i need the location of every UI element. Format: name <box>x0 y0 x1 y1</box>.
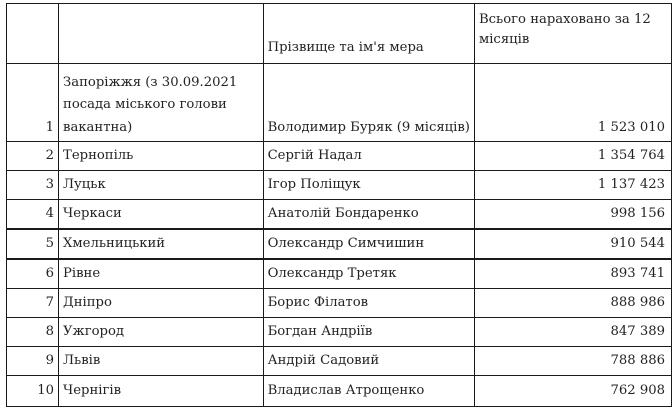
total-cell[interactable]: 910 544 <box>474 229 671 259</box>
row-number-cell[interactable]: 7 <box>7 289 59 318</box>
city-cell[interactable]: Запоріжжя (з 30.09.2021 посада міського голови вакантна) <box>59 64 264 142</box>
row-number-cell[interactable]: 3 <box>7 171 59 200</box>
header-mayor-cell[interactable]: Прізвище та ім'я мера <box>263 4 474 64</box>
table-row <box>7 200 672 230</box>
total-cell[interactable]: 1 354 764 <box>474 142 671 171</box>
city-cell[interactable]: Рівне <box>59 259 264 289</box>
row-number-cell[interactable]: 2 <box>7 142 59 171</box>
table-row <box>7 347 672 376</box>
city-cell[interactable]: Луцьк <box>59 171 264 200</box>
city-cell[interactable]: Ужгород <box>59 318 264 347</box>
row-number-cell[interactable]: 6 <box>7 259 59 289</box>
mayor-cell[interactable]: Андрій Садовий <box>263 347 474 376</box>
total-cell[interactable]: 847 389 <box>474 318 671 347</box>
total-cell[interactable]: 998 156 <box>474 200 671 230</box>
row-number-cell[interactable]: 5 <box>7 229 59 259</box>
row-number-cell[interactable]: 1 <box>7 64 59 142</box>
mayor-cell[interactable]: Богдан Андріїв <box>263 318 474 347</box>
city-cell[interactable]: Чернігів <box>59 376 264 407</box>
header-city-cell[interactable] <box>59 4 264 64</box>
mayor-cell[interactable]: Анатолій Бондаренко <box>263 200 474 230</box>
mayor-cell[interactable]: Ігор Поліщук <box>263 171 474 200</box>
row-number-cell[interactable]: 9 <box>7 347 59 376</box>
mayor-cell[interactable]: Борис Філатов <box>263 289 474 318</box>
total-cell[interactable]: 893 741 <box>474 259 671 289</box>
header-total-cell[interactable]: Всього нараховано за 12 місяців <box>474 4 671 64</box>
table-row <box>7 229 672 259</box>
table-row <box>7 142 672 171</box>
mayor-cell[interactable]: Сергій Надал <box>263 142 474 171</box>
total-cell[interactable]: 1 523 010 <box>474 64 671 142</box>
table-row <box>7 289 672 318</box>
header-row <box>7 4 672 64</box>
mayor-cell[interactable]: Владислав Атрощенко <box>263 376 474 407</box>
row-number-cell[interactable]: 8 <box>7 318 59 347</box>
total-cell[interactable]: 888 986 <box>474 289 671 318</box>
mayor-cell[interactable]: Олександр Третяк <box>263 259 474 289</box>
total-cell[interactable]: 1 137 423 <box>474 171 671 200</box>
mayor-cell[interactable]: Володимир Буряк (9 місяців) <box>263 64 474 142</box>
city-cell[interactable]: Черкаси <box>59 200 264 230</box>
mayor-cell[interactable]: Олександр Симчишин <box>263 229 474 259</box>
total-cell[interactable]: 788 886 <box>474 347 671 376</box>
city-cell[interactable]: Львів <box>59 347 264 376</box>
table-row <box>7 376 672 407</box>
total-cell[interactable]: 762 908 <box>474 376 671 407</box>
table-row <box>7 318 672 347</box>
city-cell[interactable]: Дніпро <box>59 289 264 318</box>
mayors-salary-table <box>6 3 672 407</box>
table-row <box>7 171 672 200</box>
table-row <box>7 64 672 142</box>
row-number-cell[interactable]: 10 <box>7 376 59 407</box>
row-number-cell[interactable]: 4 <box>7 200 59 230</box>
city-cell[interactable]: Тернопіль <box>59 142 264 171</box>
table-row <box>7 259 672 289</box>
city-cell[interactable]: Хмельницький <box>59 229 264 259</box>
header-number-cell[interactable] <box>7 4 59 64</box>
